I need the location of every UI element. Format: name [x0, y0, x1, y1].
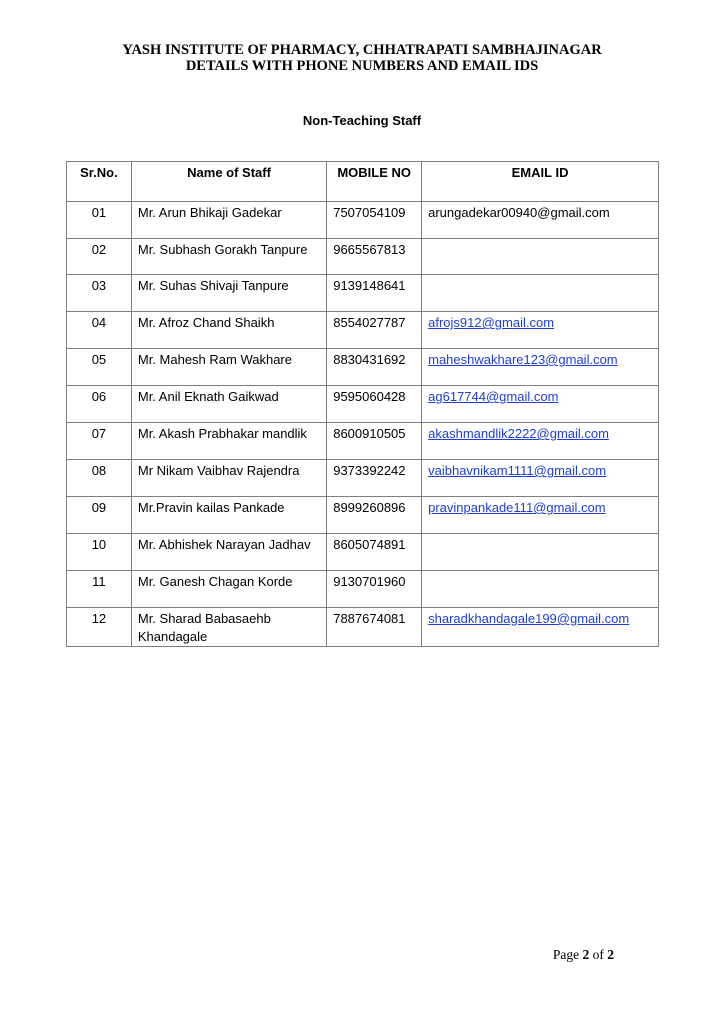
cell-email — [422, 312, 659, 349]
table-row — [67, 497, 659, 534]
cell-mobile: 9130701960 — [327, 571, 422, 608]
cell-staff-name: Mr. Mahesh Ram Wakhare — [131, 349, 326, 386]
cell-staff-name: Mr. Afroz Chand Shaikh — [131, 312, 326, 349]
institute-title: YASH INSTITUTE OF PHARMACY, CHHATRAPATI SAMBHAJINAGAR — [122, 42, 602, 58]
cell-mobile: 9665567813 — [327, 239, 422, 275]
table-header-row — [67, 162, 659, 202]
cell-staff-name: Mr. Anil Eknath Gaikwad — [131, 386, 326, 423]
cell-email — [422, 202, 659, 239]
cell-sr-no: 07 — [67, 423, 132, 460]
cell-email — [422, 571, 659, 608]
cell-staff-name: Mr. Ganesh Chagan Korde — [131, 571, 326, 608]
cell-staff-name: Mr. Suhas Shivaji Tanpure — [131, 275, 326, 312]
cell-staff-name: Mr. Arun Bhikaji Gadekar — [131, 202, 326, 239]
cell-sr-no: 10 — [67, 534, 132, 571]
email-link[interactable]: akashmandlik2222@gmail.com — [428, 426, 609, 441]
staff-table — [66, 161, 659, 647]
cell-mobile: 8554027787 — [327, 312, 422, 349]
cell-email — [422, 386, 659, 423]
email-link[interactable]: vaibhavnikam1111@gmail.com — [428, 463, 607, 478]
cell-mobile: 7507054109 — [327, 202, 422, 239]
table-row — [67, 608, 659, 647]
email-link[interactable]: sharadkhandagale199@gmail.com — [428, 611, 630, 626]
cell-sr-no: 06 — [67, 386, 132, 423]
cell-email — [422, 460, 659, 497]
cell-sr-no: 08 — [67, 460, 132, 497]
cell-email — [422, 608, 659, 647]
email-link[interactable]: ag617744@gmail.com — [428, 389, 559, 404]
cell-mobile: 8600910505 — [327, 423, 422, 460]
cell-staff-name: Mr. Subhash Gorakh Tanpure — [131, 239, 326, 275]
cell-staff-name: Mr. Sharad Babasaehb Khandagale — [131, 608, 326, 647]
header-mobile: MOBILE NO — [327, 162, 422, 202]
header-email: EMAIL ID — [422, 162, 659, 202]
cell-email — [422, 349, 659, 386]
cell-sr-no: 02 — [67, 239, 132, 275]
email-link[interactable]: maheshwakhare123@gmail.com — [428, 352, 618, 367]
cell-sr-no: 09 — [67, 497, 132, 534]
table-row — [67, 275, 659, 312]
cell-email — [422, 497, 659, 534]
page-number — [553, 947, 614, 963]
table-row — [67, 386, 659, 423]
table-row — [67, 312, 659, 349]
cell-email — [422, 275, 659, 312]
table-row — [67, 423, 659, 460]
cell-mobile: 8605074891 — [327, 534, 422, 571]
cell-staff-name: Mr.Pravin kailas Pankade — [131, 497, 326, 534]
total-pages: 2 — [607, 947, 614, 962]
cell-sr-no: 11 — [67, 571, 132, 608]
cell-sr-no: 04 — [67, 312, 132, 349]
table-row — [67, 349, 659, 386]
cell-mobile: 9373392242 — [327, 460, 422, 497]
cell-mobile: 8999260896 — [327, 497, 422, 534]
cell-mobile: 7887674081 — [327, 608, 422, 647]
document-header — [0, 42, 724, 74]
cell-email — [422, 534, 659, 571]
email-link[interactable]: pravinpankade111@gmail.com — [428, 500, 606, 515]
header-name: Name of Staff — [131, 162, 326, 202]
cell-staff-name: Mr. Abhishek Narayan Jadhav — [131, 534, 326, 571]
table-row — [67, 534, 659, 571]
cell-sr-no: 03 — [67, 275, 132, 312]
cell-sr-no: 01 — [67, 202, 132, 239]
cell-email — [422, 423, 659, 460]
table-row — [67, 202, 659, 239]
document-title: DETAILS WITH PHONE NUMBERS AND EMAIL IDS — [185, 58, 539, 74]
of-label: of — [592, 947, 604, 962]
current-page: 2 — [582, 947, 590, 962]
table-row — [67, 571, 659, 608]
table-row — [67, 239, 659, 275]
header-sr-no: Sr.No. — [67, 162, 132, 202]
page-label: Page — [552, 947, 580, 962]
table-row — [67, 460, 659, 497]
email-text: arungadekar00940@gmail.com — [428, 205, 610, 220]
cell-mobile: 8830431692 — [327, 349, 422, 386]
cell-staff-name: Mr. Akash Prabhakar mandlik — [131, 423, 326, 460]
email-link[interactable]: afrojs912@gmail.com — [428, 315, 555, 330]
cell-staff-name: Mr Nikam Vaibhav Rajendra — [131, 460, 326, 497]
cell-sr-no: 05 — [67, 349, 132, 386]
cell-mobile: 9595060428 — [327, 386, 422, 423]
cell-sr-no: 12 — [67, 608, 132, 647]
section-title: Non-Teaching Staff — [302, 113, 422, 128]
cell-email — [422, 239, 659, 275]
cell-mobile: 9139148641 — [327, 275, 422, 312]
